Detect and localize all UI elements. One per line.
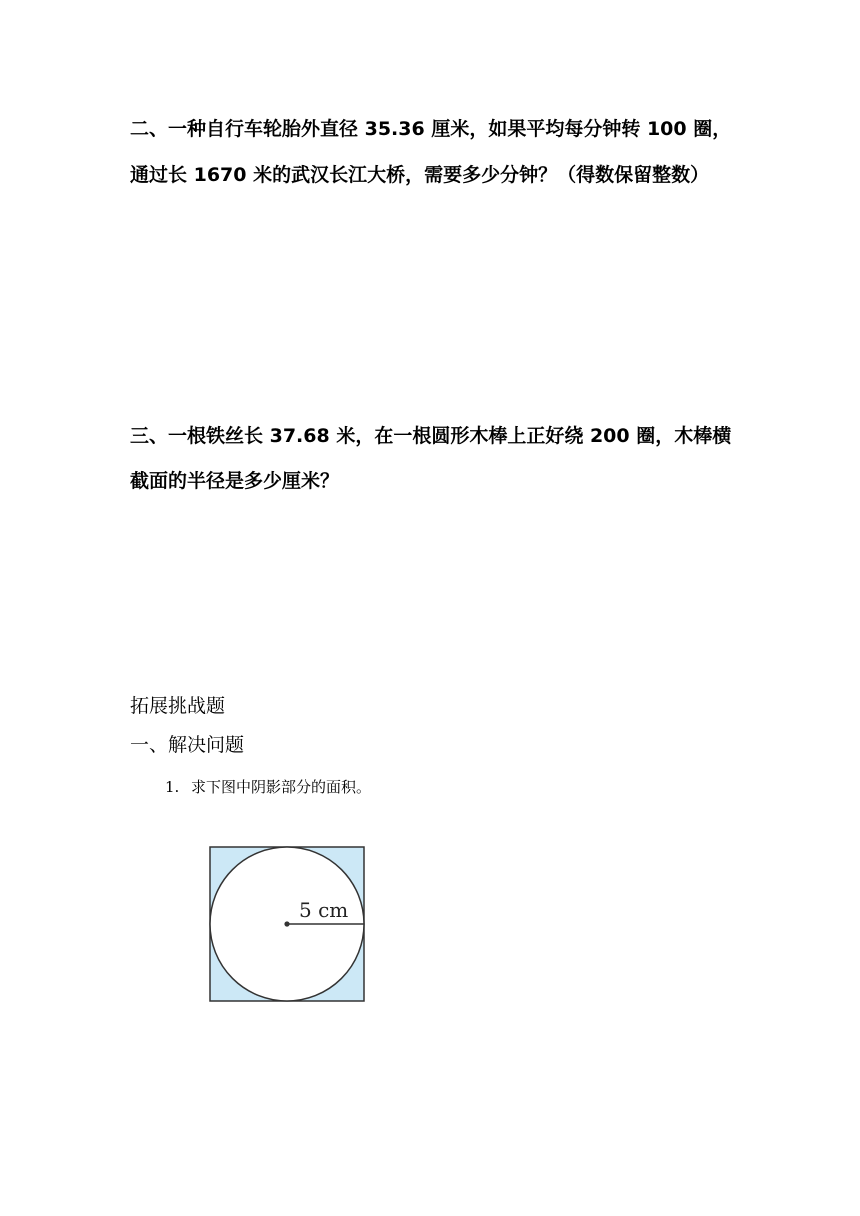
extension-subtitle: 一、解决问题: [130, 734, 245, 756]
item-text: 求下图中阴影部分的面积。: [191, 778, 372, 796]
center-point: [284, 921, 289, 926]
problem-2-line-1: 二、一种自行车轮胎外直径 35.36 厘米，如果平均每分钟转 100 圈，: [130, 118, 732, 140]
problem-3-line-2: 截面的半径是多少厘米？: [130, 470, 340, 492]
item-number: 1.: [165, 778, 180, 796]
extension-title: 拓展挑战题: [130, 695, 226, 717]
list-item: [165, 776, 371, 797]
problem-3-line-1: 三、一根铁丝长 37.68 米，在一根圆形木棒上正好绕 200 圈，木棒横: [130, 425, 732, 447]
radius-label: 5 cm: [299, 898, 349, 922]
circle-in-square-figure: [205, 842, 371, 1008]
problem-2-line-2: 通过长 1670 米的武汉长江大桥，需要多少分钟？（得数保留整数）: [130, 164, 710, 186]
